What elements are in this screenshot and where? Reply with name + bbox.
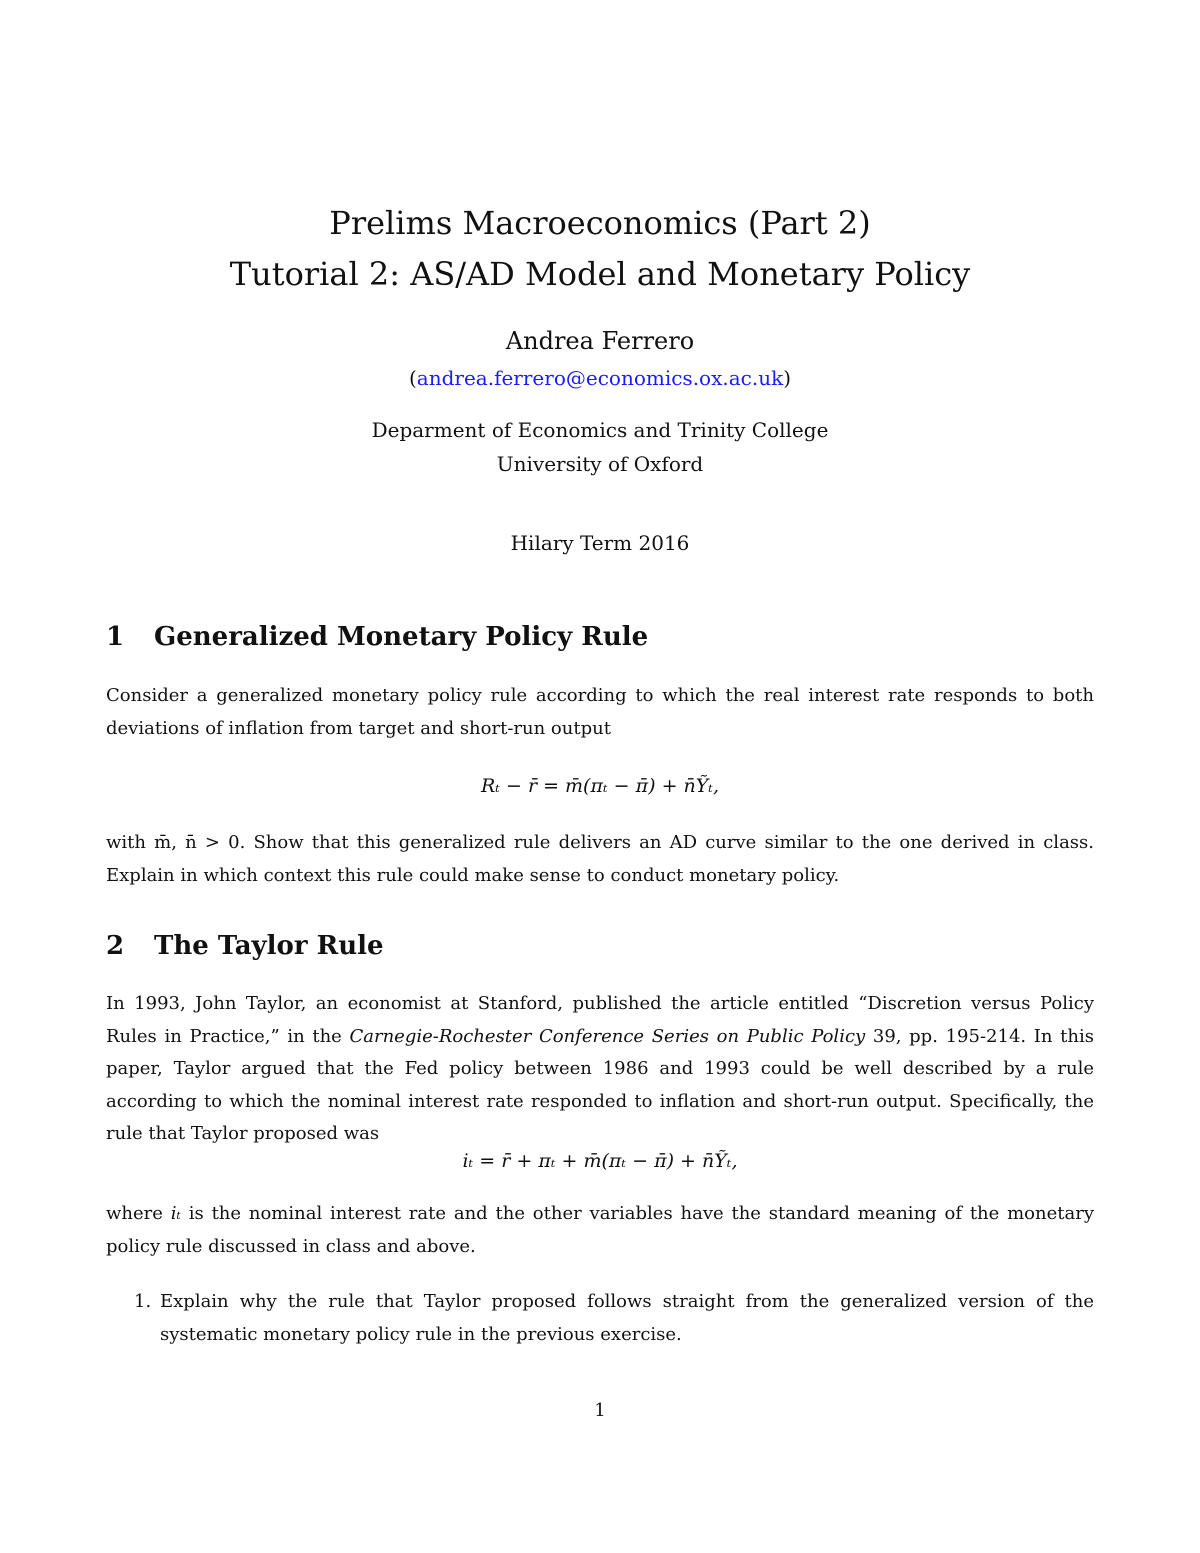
equation-taylor-rule: iₜ = r̄ + πₜ + m̄(πₜ − π̄) + n̄Ỹₜ, xyxy=(462,1150,738,1172)
university: University of Oxford xyxy=(496,452,704,476)
list-item xyxy=(134,1286,1094,1351)
email-open-paren: ( xyxy=(408,366,417,390)
page-number: 1 xyxy=(594,1400,606,1421)
title-line-2: Tutorial 2: AS/AD Model and Monetary Policy xyxy=(229,255,971,293)
paragraph-text: In 1993, John Taylor, an economist at Stanford, published the article entitled “Discretion versus Policy Rules in Practice,” in the xyxy=(106,993,1094,1047)
list-item-label: 1. xyxy=(134,1291,152,1312)
title-line-1: Prelims Macroeconomics (Part 2) xyxy=(329,204,871,242)
list-item-text: Explain why the rule that Taylor proposed follows straight from the generalized version of the systematic monetary policy rule in the previous exercise. xyxy=(160,1291,1094,1345)
author-email-line xyxy=(0,366,1200,390)
section-1-number: 1 xyxy=(106,622,125,652)
journal-title: Carnegie-Rochester Conference Series on Public Policy xyxy=(349,1025,866,1047)
equation-generalized-rule: Rₜ − r̄ = m̄(πₜ − π̄) + n̄Ỹₜ, xyxy=(480,775,720,797)
section-2-paragraph-2 xyxy=(106,1198,1094,1263)
term: Hilary Term 2016 xyxy=(510,531,690,555)
paragraph-text: where xyxy=(106,1203,171,1224)
section-1-paragraph-2: with m̄, n̄ > 0. Show that this generalized rule delivers an AD curve similar to the one derived in class. Explain in which context this rule could make sense to conduct monetary policy. xyxy=(106,832,1094,886)
department: Deparment of Economics and Trinity College xyxy=(371,418,829,442)
paragraph-text: 39, pp. 195-214. In this paper, Taylor argued that the Fed policy between 1986 and 1993 could be well described by a rule according to which the nominal interest rate responded to inflation and short-run output. Specifically, the rule that Taylor proposed was xyxy=(106,1025,1094,1144)
section-1-paragraph-1: Consider a generalized monetary policy rule according to which the real interest rate responds to both deviations of inflation from target and short-run output xyxy=(106,685,1094,739)
author-name: Andrea Ferrero xyxy=(505,327,695,355)
paragraph-text: is the nominal interest rate and the other variables have the standard meaning of the monetary policy rule discussed in class and above. xyxy=(106,1203,1094,1257)
section-2-number: 2 xyxy=(106,931,125,961)
email-close-paren: ) xyxy=(783,366,792,390)
section-2-heading xyxy=(106,931,384,961)
section-2-title: The Taylor Rule xyxy=(154,931,384,961)
inline-variable: iₜ xyxy=(170,1203,181,1224)
section-1-heading xyxy=(106,622,648,652)
author-email-link[interactable]: andrea.ferrero@economics.ox.ac.uk xyxy=(416,366,784,390)
section-2-paragraph-1 xyxy=(106,988,1094,1151)
section-1-title: Generalized Monetary Policy Rule xyxy=(154,622,649,652)
